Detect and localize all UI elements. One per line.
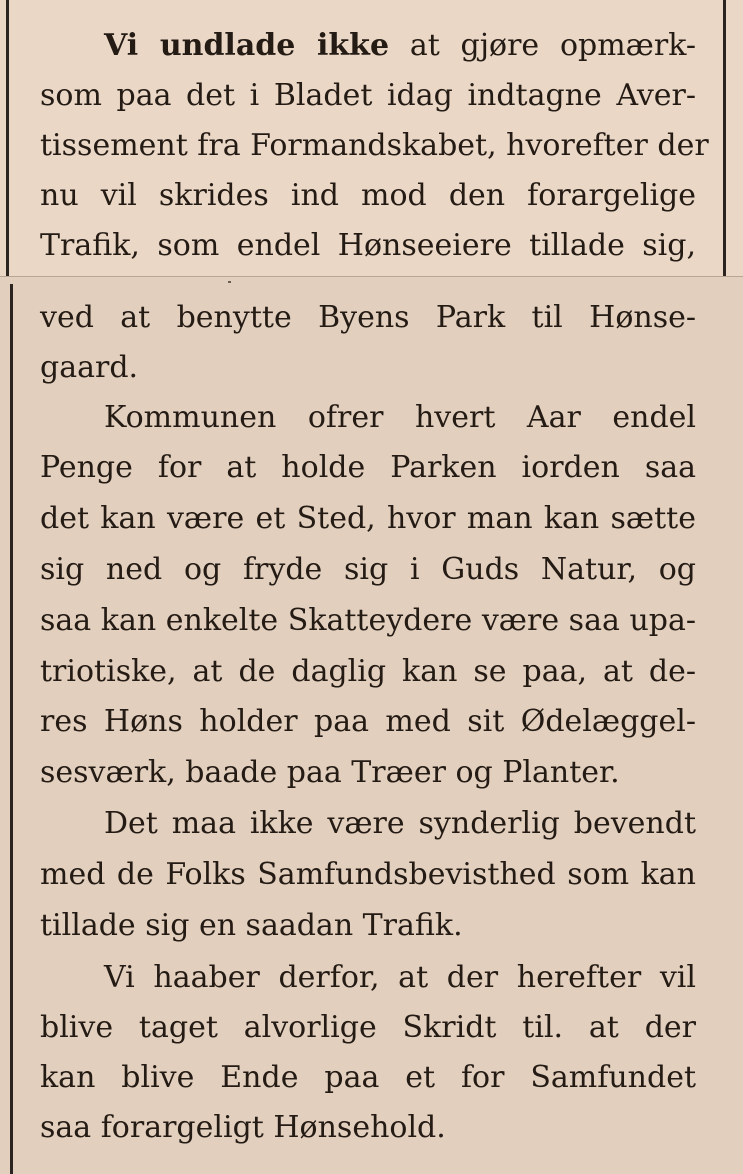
text-line: det kan være et Sted, hvor man kan sætte [40, 501, 696, 536]
text-line: saa forargeligt Hønsehold. [40, 1110, 446, 1145]
text-line: tillade sig en saadan Trafik. [40, 908, 463, 943]
text-line: som paa det i Bladet idag indtagne Aver- [40, 78, 696, 113]
text-line: Kommunen ofrer hvert Aar endel [104, 400, 696, 435]
text-line: sig ned og fryde sig i Guds Natur, og [40, 552, 696, 587]
column-rule-right-upper [723, 0, 726, 276]
column-rule-left-lower [10, 284, 13, 1174]
text-line: res Høns holder paa med sit Ødelæggel- [40, 704, 696, 739]
text-line: triotiske, at de daglig kan se paa, at de- [40, 654, 696, 689]
text-line: saa kan enkelte Skatteydere være saa upa- [40, 603, 696, 638]
text-line: Penge for at holde Parken iorden saa [40, 450, 696, 485]
text-line: gaard. [40, 350, 139, 385]
text-line: Vi undlade ikke at gjøre opmærk- [104, 28, 696, 63]
text-line: tissement fra Formandskabet, hvorefter der [40, 128, 709, 163]
lead-words: Vi undlade ikke [104, 28, 390, 63]
text-line: nu vil skrides ind mod den forargelige [40, 178, 696, 213]
text-line: kan blive Ende paa et for Samfundet [40, 1060, 696, 1095]
text-line: Det maa ikke være synderlig bevendt [104, 806, 696, 841]
text-line: med de Folks Samfundsbevisthed som kan [40, 857, 696, 892]
text-line: blive taget alvorlige Skridt til. at der [40, 1010, 696, 1045]
print-speck [228, 281, 231, 283]
text-line: sesværk, baade paa Træer og Planter. [40, 755, 620, 790]
text-line: Trafik, som endel Hønseeiere tillade sig, [40, 228, 696, 263]
text-line: ved at benytte Byens Park til Hønse- [40, 300, 696, 335]
column-rule-left-upper [6, 0, 9, 276]
text-line: Vi haaber derfor, at der herefter vil [104, 960, 696, 995]
